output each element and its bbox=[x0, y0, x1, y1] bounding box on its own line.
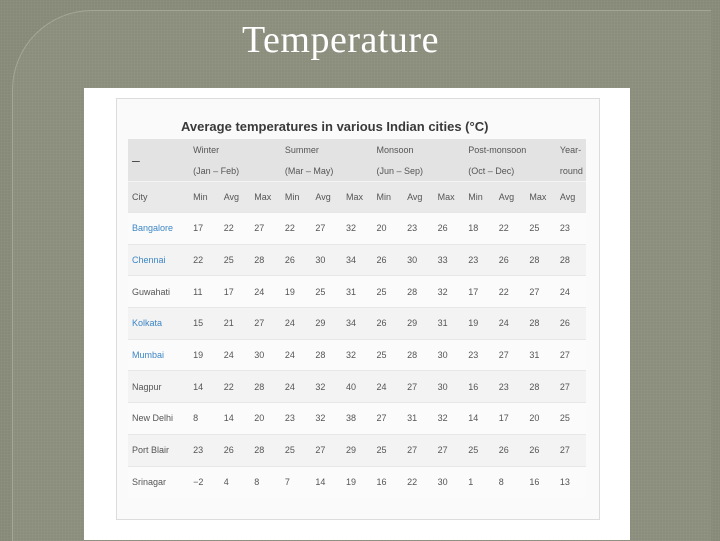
season-summer: Summer bbox=[281, 139, 373, 160]
temperature-cell: 32 bbox=[342, 213, 373, 245]
table-card bbox=[116, 98, 600, 520]
temperature-cell: 28 bbox=[403, 276, 434, 308]
temperature-cell: 30 bbox=[434, 466, 465, 497]
table-row bbox=[128, 339, 586, 371]
temperature-cell: 20 bbox=[373, 213, 404, 245]
temperature-cell: 27 bbox=[556, 339, 586, 371]
temperature-cell: 27 bbox=[403, 434, 434, 466]
temperature-cell: 27 bbox=[250, 213, 281, 245]
slide-title: Temperature bbox=[242, 19, 439, 61]
temperature-cell: 32 bbox=[434, 403, 465, 435]
city-name: Port Blair bbox=[128, 434, 189, 466]
column-header: Min bbox=[189, 182, 220, 213]
temperature-cell: 22 bbox=[403, 466, 434, 497]
temperature-cell: 27 bbox=[495, 339, 526, 371]
temperature-cell: 32 bbox=[434, 276, 465, 308]
temperature-cell: 4 bbox=[220, 466, 251, 497]
temperature-cell: 34 bbox=[342, 308, 373, 340]
temperature-cell: 20 bbox=[250, 403, 281, 435]
temperature-cell: 21 bbox=[220, 308, 251, 340]
temperature-cell: 40 bbox=[342, 371, 373, 403]
temperature-cell: 24 bbox=[373, 371, 404, 403]
temperature-cell: 26 bbox=[373, 308, 404, 340]
temperature-cell: 25 bbox=[311, 276, 342, 308]
table-caption: Average temperatures in various Indian cities (°C) bbox=[181, 119, 489, 134]
temperature-cell: 22 bbox=[220, 213, 251, 245]
temperature-cell: 25 bbox=[281, 434, 312, 466]
temperature-cell: 20 bbox=[525, 403, 556, 435]
column-header: Max bbox=[525, 182, 556, 213]
temperature-cell: 26 bbox=[281, 244, 312, 276]
table-row bbox=[128, 276, 586, 308]
column-header: Min bbox=[373, 182, 404, 213]
temperature-cell: 24 bbox=[556, 276, 586, 308]
temperature-cell: 27 bbox=[434, 434, 465, 466]
temperature-cell: 28 bbox=[525, 244, 556, 276]
season-range-year-round: round bbox=[556, 160, 586, 182]
city-link[interactable]: Kolkata bbox=[128, 308, 189, 340]
column-header: Avg bbox=[311, 182, 342, 213]
temperature-cell: 16 bbox=[525, 466, 556, 497]
season-range-monsoon: (Jun – Sep) bbox=[373, 160, 465, 182]
table-row bbox=[128, 308, 586, 340]
temperature-cell: 8 bbox=[495, 466, 526, 497]
season-range-summer: (Mar – May) bbox=[281, 160, 373, 182]
temperature-cell: 31 bbox=[403, 403, 434, 435]
temperature-cell: 32 bbox=[311, 403, 342, 435]
city-link[interactable]: Mumbai bbox=[128, 339, 189, 371]
season-monsoon: Monsoon bbox=[373, 139, 465, 160]
temperature-table bbox=[128, 139, 586, 497]
temperature-cell: 19 bbox=[342, 466, 373, 497]
temperature-cell: 17 bbox=[220, 276, 251, 308]
column-header: Avg bbox=[495, 182, 526, 213]
temperature-cell: 23 bbox=[189, 434, 220, 466]
temperature-cell: 28 bbox=[311, 339, 342, 371]
table-row bbox=[128, 371, 586, 403]
temperature-cell: 25 bbox=[373, 276, 404, 308]
temperature-cell: 24 bbox=[495, 308, 526, 340]
temperature-cell: 27 bbox=[403, 371, 434, 403]
temperature-cell: 32 bbox=[311, 371, 342, 403]
temperature-cell: 25 bbox=[556, 403, 586, 435]
temperature-cell: 8 bbox=[189, 403, 220, 435]
city-name: New Delhi bbox=[128, 403, 189, 435]
table-image-panel bbox=[84, 88, 630, 540]
temperature-cell: 19 bbox=[281, 276, 312, 308]
temperature-cell: 30 bbox=[434, 371, 465, 403]
temperature-cell: 24 bbox=[281, 339, 312, 371]
temperature-cell: 25 bbox=[220, 244, 251, 276]
temperature-cell: 19 bbox=[189, 339, 220, 371]
temperature-cell: 22 bbox=[220, 371, 251, 403]
column-header-row bbox=[128, 182, 586, 213]
temperature-cell: 27 bbox=[311, 434, 342, 466]
temperature-cell: 8 bbox=[250, 466, 281, 497]
temperature-cell: 27 bbox=[250, 308, 281, 340]
temperature-cell: 1 bbox=[464, 466, 495, 497]
season-range-post-monsoon: (Oct – Dec) bbox=[464, 160, 556, 182]
temperature-cell: 19 bbox=[464, 308, 495, 340]
temperature-cell: 25 bbox=[373, 434, 404, 466]
city-name: Nagpur bbox=[128, 371, 189, 403]
temperature-cell: 29 bbox=[342, 434, 373, 466]
column-header: Max bbox=[342, 182, 373, 213]
corner-dash: – bbox=[128, 139, 189, 182]
temperature-cell: 26 bbox=[556, 308, 586, 340]
temperature-cell: 23 bbox=[464, 339, 495, 371]
temperature-cell: 14 bbox=[220, 403, 251, 435]
season-year-round: Year- bbox=[556, 139, 586, 160]
temperature-cell: 15 bbox=[189, 308, 220, 340]
temperature-cell: 14 bbox=[189, 371, 220, 403]
city-link[interactable]: Chennai bbox=[128, 244, 189, 276]
temperature-cell: 27 bbox=[311, 213, 342, 245]
temperature-cell: 24 bbox=[281, 371, 312, 403]
temperature-cell: 28 bbox=[525, 308, 556, 340]
temperature-cell: 25 bbox=[373, 339, 404, 371]
temperature-cell: 26 bbox=[220, 434, 251, 466]
temperature-cell: 26 bbox=[495, 434, 526, 466]
temperature-cell: 23 bbox=[281, 403, 312, 435]
temperature-cell: 23 bbox=[495, 371, 526, 403]
column-header: Max bbox=[434, 182, 465, 213]
temperature-cell: 11 bbox=[189, 276, 220, 308]
temperature-cell: 38 bbox=[342, 403, 373, 435]
temperature-cell: 17 bbox=[495, 403, 526, 435]
city-link[interactable]: Bangalore bbox=[128, 213, 189, 245]
temperature-cell: 22 bbox=[189, 244, 220, 276]
temperature-cell: 27 bbox=[556, 434, 586, 466]
temperature-cell: 23 bbox=[464, 244, 495, 276]
temperature-cell: 13 bbox=[556, 466, 586, 497]
temperature-cell: 28 bbox=[250, 434, 281, 466]
temperature-cell: 7 bbox=[281, 466, 312, 497]
temperature-cell: 28 bbox=[250, 244, 281, 276]
temperature-cell: 27 bbox=[556, 371, 586, 403]
temperature-cell: 31 bbox=[434, 308, 465, 340]
temperature-cell: 31 bbox=[342, 276, 373, 308]
temperature-cell: 22 bbox=[495, 276, 526, 308]
temperature-cell: 23 bbox=[403, 213, 434, 245]
temperature-cell: 32 bbox=[342, 339, 373, 371]
city-name: Srinagar bbox=[128, 466, 189, 497]
temperature-cell: 33 bbox=[434, 244, 465, 276]
table-row bbox=[128, 434, 586, 466]
temperature-cell: −2 bbox=[189, 466, 220, 497]
temperature-cell: 14 bbox=[464, 403, 495, 435]
table-row bbox=[128, 466, 586, 497]
temperature-cell: 25 bbox=[525, 213, 556, 245]
city-name: Guwahati bbox=[128, 276, 189, 308]
temperature-cell: 28 bbox=[525, 371, 556, 403]
temperature-cell: 24 bbox=[250, 276, 281, 308]
temperature-cell: 14 bbox=[311, 466, 342, 497]
temperature-cell: 16 bbox=[464, 371, 495, 403]
temperature-cell: 18 bbox=[464, 213, 495, 245]
column-header: Min bbox=[281, 182, 312, 213]
table-row bbox=[128, 213, 586, 245]
season-range-row bbox=[128, 160, 586, 182]
temperature-cell: 27 bbox=[525, 276, 556, 308]
temperature-cell: 28 bbox=[250, 371, 281, 403]
column-header-city: City bbox=[128, 182, 189, 213]
table-row bbox=[128, 244, 586, 276]
column-header: Max bbox=[250, 182, 281, 213]
table-row bbox=[128, 403, 586, 435]
temperature-cell: 28 bbox=[556, 244, 586, 276]
temperature-cell: 22 bbox=[281, 213, 312, 245]
temperature-cell: 29 bbox=[311, 308, 342, 340]
season-winter: Winter bbox=[189, 139, 281, 160]
season-post-monsoon: Post-monsoon bbox=[464, 139, 556, 160]
temperature-cell: 30 bbox=[250, 339, 281, 371]
temperature-cell: 17 bbox=[189, 213, 220, 245]
temperature-cell: 28 bbox=[403, 339, 434, 371]
temperature-cell: 24 bbox=[220, 339, 251, 371]
column-header: Min bbox=[464, 182, 495, 213]
temperature-cell: 30 bbox=[434, 339, 465, 371]
temperature-cell: 29 bbox=[403, 308, 434, 340]
column-header: Avg bbox=[403, 182, 434, 213]
temperature-cell: 26 bbox=[434, 213, 465, 245]
temperature-cell: 30 bbox=[403, 244, 434, 276]
temperature-cell: 26 bbox=[373, 244, 404, 276]
temperature-cell: 22 bbox=[495, 213, 526, 245]
temperature-cell: 31 bbox=[525, 339, 556, 371]
temperature-cell: 26 bbox=[495, 244, 526, 276]
temperature-cell: 17 bbox=[464, 276, 495, 308]
season-range-winter: (Jan – Feb) bbox=[189, 160, 281, 182]
season-name-row bbox=[128, 139, 586, 160]
temperature-cell: 27 bbox=[373, 403, 404, 435]
temperature-cell: 23 bbox=[556, 213, 586, 245]
column-header: Avg bbox=[220, 182, 251, 213]
temperature-cell: 16 bbox=[373, 466, 404, 497]
temperature-cell: 30 bbox=[311, 244, 342, 276]
temperature-cell: 26 bbox=[525, 434, 556, 466]
temperature-cell: 24 bbox=[281, 308, 312, 340]
temperature-cell: 25 bbox=[464, 434, 495, 466]
column-header: Avg bbox=[556, 182, 586, 213]
temperature-cell: 34 bbox=[342, 244, 373, 276]
